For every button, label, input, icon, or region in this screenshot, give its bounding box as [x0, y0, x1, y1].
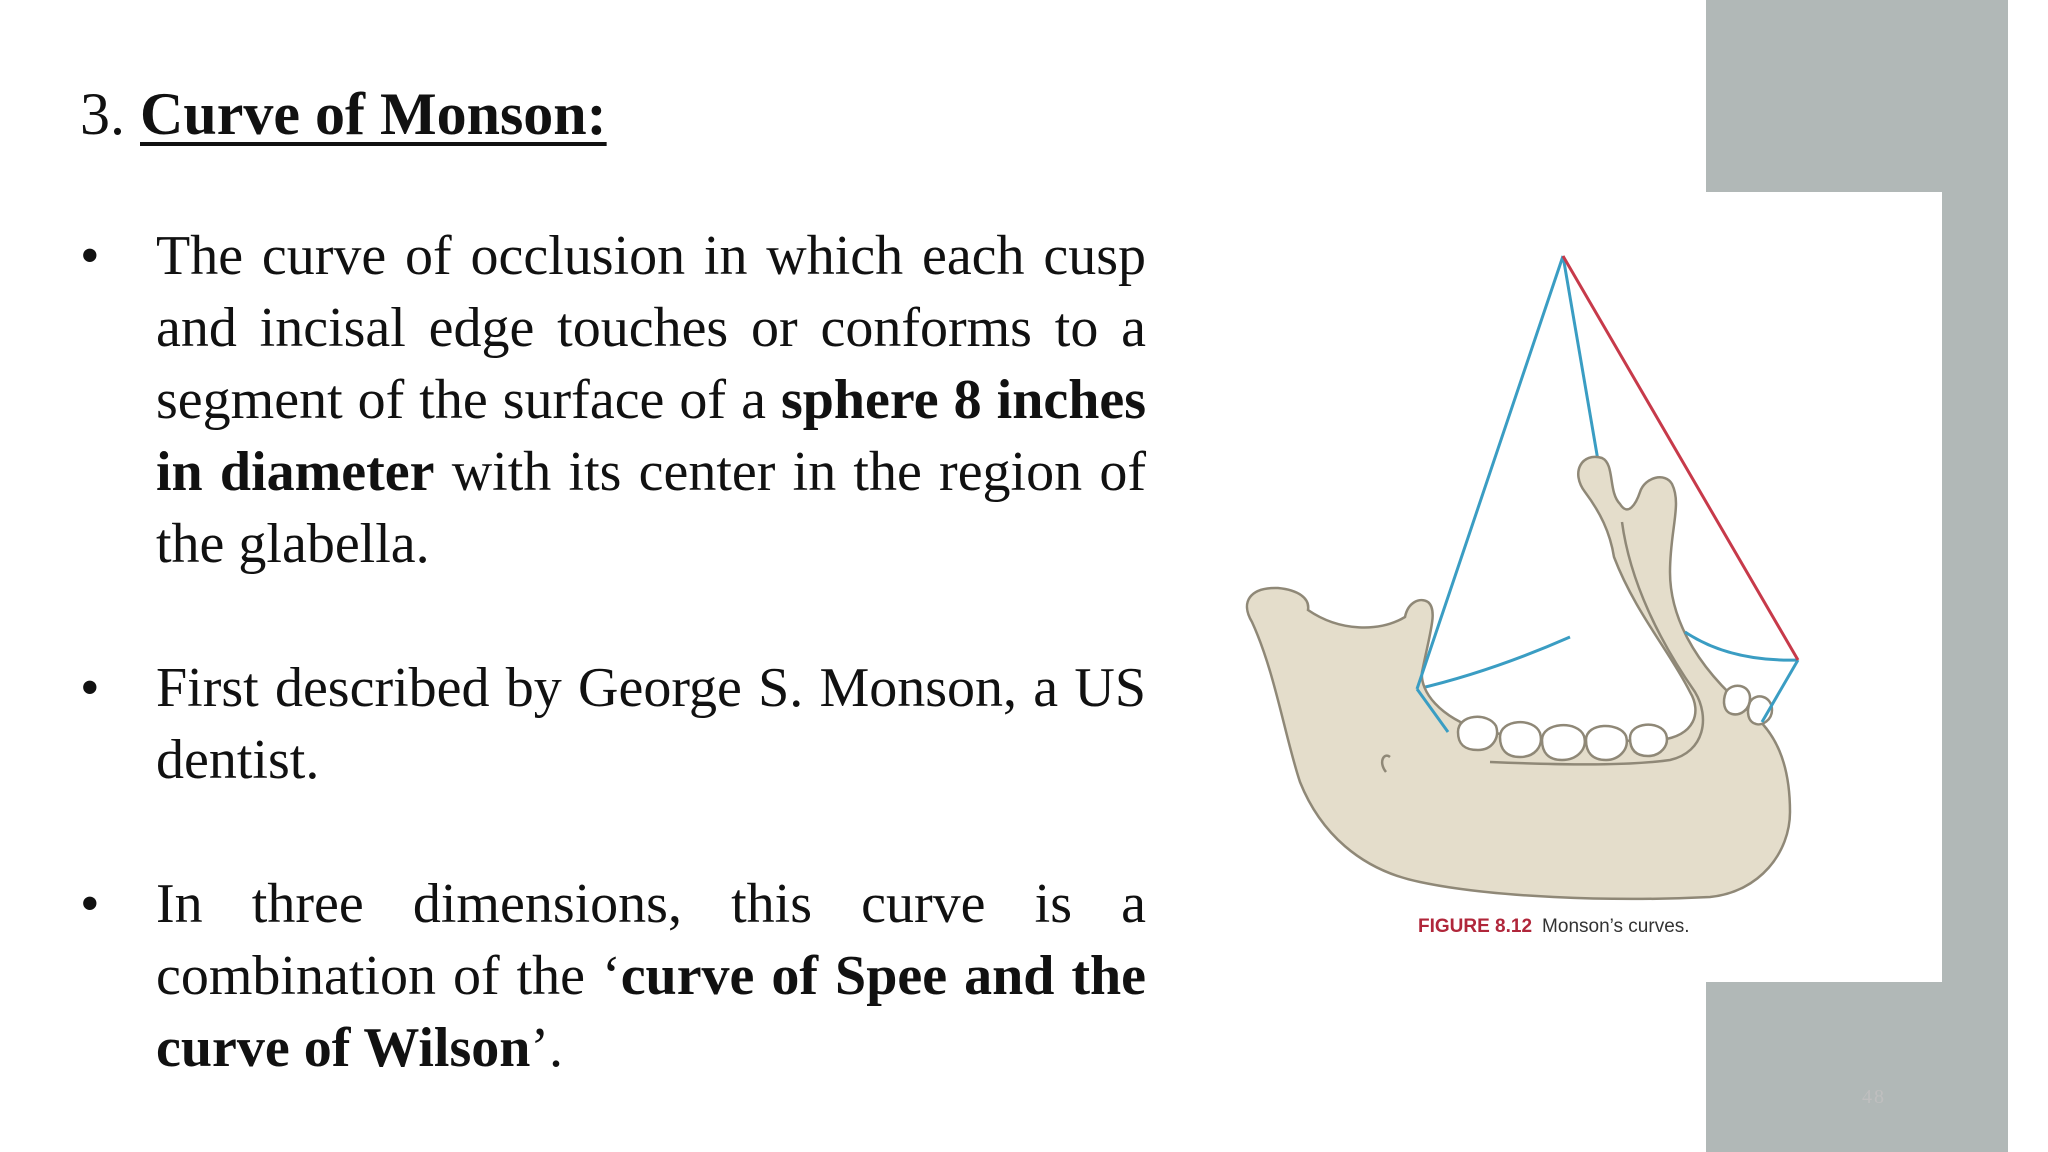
bullet-bold-text: sphere 8 inches in diameter [156, 369, 1146, 503]
bullet-text-part: ’. [530, 1017, 564, 1079]
right-occlusal-line [1762, 660, 1798, 722]
bullet-symbol: • [80, 873, 100, 935]
mandible-bone-shape [1247, 457, 1790, 899]
figure-caption [1418, 916, 1690, 938]
heading-number: 3. [80, 81, 140, 147]
right-arc-line [1685, 632, 1798, 660]
apex-to-left-molar-line [1417, 256, 1563, 689]
tooth [1586, 726, 1627, 760]
bullet-text-part: First described by George S. Monson, a US dentist. [156, 657, 1146, 791]
bullet-item-definition [80, 220, 1146, 580]
bullet-bold-text: curve of Spee and the curve of Wilson [156, 945, 1147, 1079]
bullet-text-part: In three dimensions, this curve is a combination of the ‘ [156, 873, 1146, 1007]
page-number: 48 [1862, 1086, 1886, 1108]
bullet-text [156, 220, 1146, 580]
back-arc-line [1417, 637, 1570, 689]
figure-label: FIGURE 8.12 [1418, 916, 1533, 937]
slide-heading [80, 78, 607, 150]
tooth [1724, 686, 1750, 715]
bullet-text [156, 652, 1146, 796]
bullet-symbol: • [80, 657, 100, 719]
tooth [1458, 717, 1497, 750]
tooth [1542, 725, 1585, 760]
tooth [1500, 722, 1541, 757]
figure-caption-text: Monson’s curves. [1542, 916, 1690, 937]
heading-title: Curve of Monson: [140, 81, 607, 147]
bullet-text [156, 868, 1146, 1084]
bullet-item-history [80, 652, 1146, 796]
bullet-text-part: with its center in the region of the glabella. [156, 441, 1146, 575]
tooth [1630, 725, 1667, 756]
bullet-item-dimensions [80, 868, 1146, 1084]
bullet-text-part: The curve of occlusion in which each cusp and incisal edge touches or conforms to a segment of the surface of a [156, 225, 1146, 431]
bullet-symbol: • [80, 225, 100, 287]
figure-card [1190, 192, 1942, 982]
monson-curves-illustration [1190, 192, 1942, 982]
